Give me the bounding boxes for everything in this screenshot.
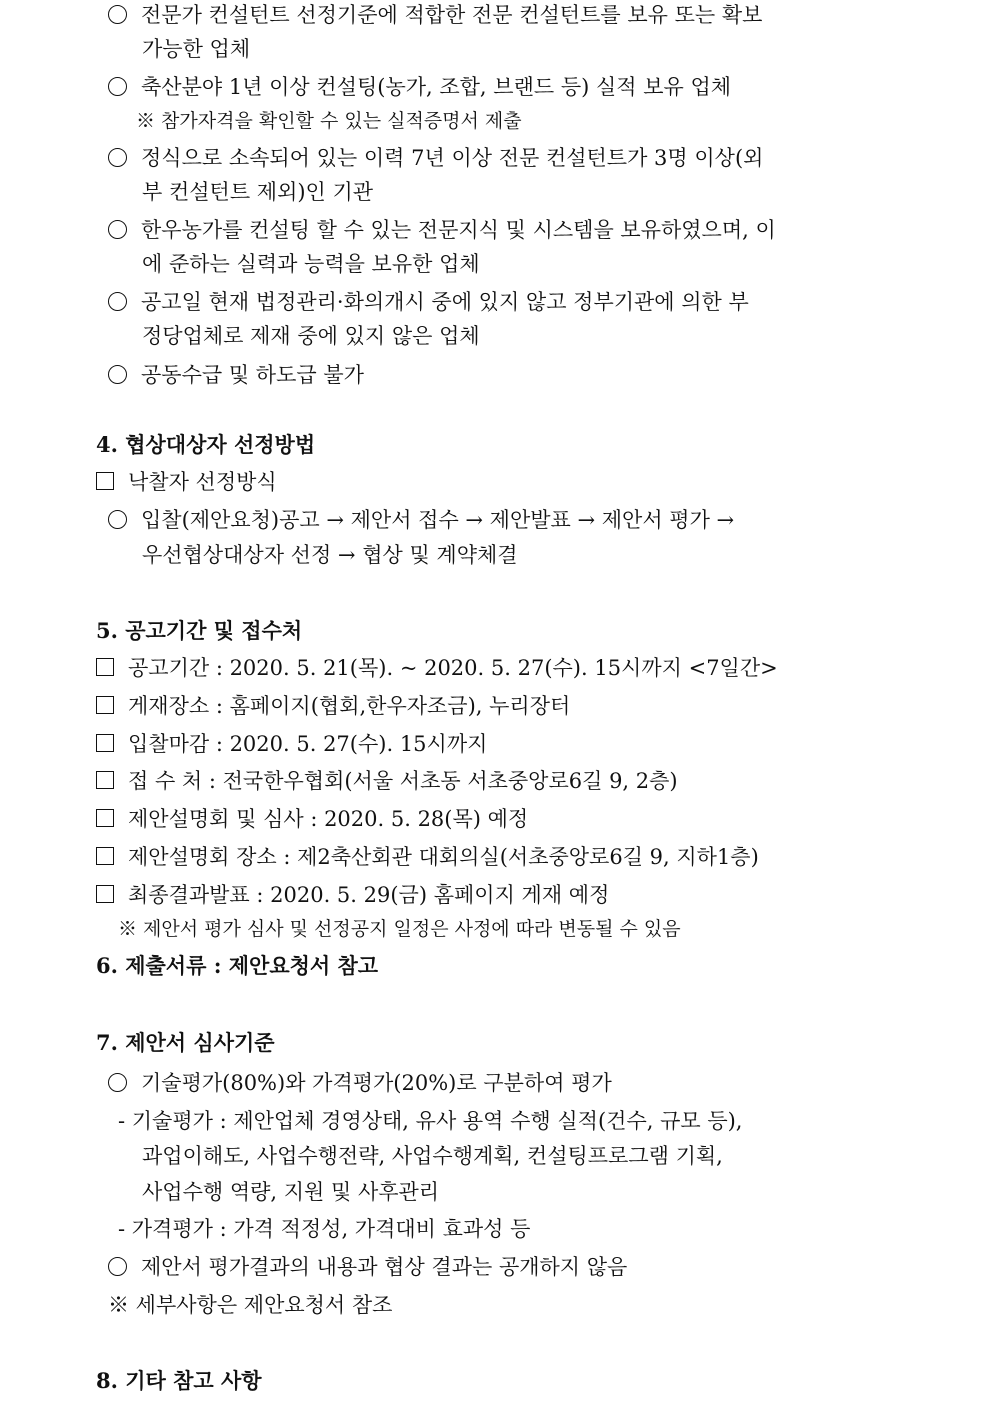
section-5-title: 5. 공고기간 및 접수처 — [96, 618, 303, 643]
checkbox-square-icon — [96, 658, 114, 676]
criteria-item-2: 제안서 평가결과의 내용과 협상 결과는 공개하지 않음 — [108, 1252, 627, 1282]
tech-eval-line-2: 과업이해도, 사업수행전략, 사업수행계획, 컨설팅프로그램 기획, — [142, 1144, 723, 1168]
circle-bullet-icon — [108, 220, 127, 239]
section-8-title: 8. 기타 참고 사항 — [96, 1368, 262, 1393]
checkbox-square-icon — [96, 734, 114, 752]
circle-bullet-icon — [108, 77, 127, 96]
circle-bullet-icon — [108, 1073, 127, 1092]
checkbox-square-icon — [96, 809, 114, 827]
criteria-note: ※ 세부사항은 제안요청서 참조 — [108, 1293, 393, 1317]
qualification-item-1: 전문가 컨설턴트 선정기준에 적합한 전문 컨설턴트를 보유 또는 확보 — [108, 0, 762, 30]
notice-item: 입찰마감 : 2020. 5. 27(수). 15시까지 — [96, 729, 487, 759]
circle-bullet-icon — [108, 5, 127, 24]
checkbox-square-icon — [96, 847, 114, 865]
selection-method-item: 낙찰자 선정방식 — [96, 467, 277, 497]
circle-bullet-icon — [108, 148, 127, 167]
qualification-item-5: 공고일 현재 법정관리·화의개시 중에 있지 않고 정부기관에 의한 부 — [108, 287, 749, 317]
price-eval-line: - 가격평가 : 가격 적정성, 가격대비 효과성 등 — [118, 1217, 531, 1241]
checkbox-square-icon — [96, 885, 114, 903]
schedule-note: ※ 제안서 평가 심사 및 선정공지 일정은 사정에 따라 변동될 수 있음 — [118, 918, 681, 940]
qualification-item-2: 축산분야 1년 이상 컨설팅(농가, 조합, 브랜드 등) 실적 보유 업체 — [108, 72, 731, 102]
notice-item: 공고기간 : 2020. 5. 21(목). ~ 2020. 5. 27(수). 15시까지 <7일간> — [96, 653, 778, 683]
checkbox-square-icon — [96, 696, 114, 714]
tech-eval-line-3: 사업수행 역량, 지원 및 사후관리 — [142, 1180, 440, 1204]
qualification-item-3-cont: 부 컨설턴트 제외)인 기관 — [142, 180, 374, 204]
notice-item: 최종결과발표 : 2020. 5. 29(금) 홈페이지 게재 예정 — [96, 880, 609, 910]
tech-eval-line-1: - 기술평가 : 제안업체 경영상태, 유사 용역 수행 실적(건수, 규모 등), — [118, 1109, 743, 1133]
notice-item: 제안설명회 및 심사 : 2020. 5. 28(목) 예정 — [96, 804, 528, 834]
notice-item: 게재장소 : 홈페이지(협회,한우자조금), 누리장터 — [96, 691, 570, 721]
process-line-1: 입찰(제안요청)공고 → 제안서 접수 → 제안발표 → 제안서 평가 → — [108, 505, 734, 535]
checkbox-square-icon — [96, 771, 114, 789]
section-6-title: 6. 제출서류 : 제안요청서 참고 — [96, 953, 379, 978]
circle-bullet-icon — [108, 292, 127, 311]
notice-item: 제안설명회 장소 : 제2축산회관 대회의실(서초중앙로6길 9, 지하1층) — [96, 842, 759, 872]
section-7-title: 7. 제안서 심사기준 — [96, 1030, 275, 1055]
checkbox-square-icon — [96, 472, 114, 490]
qualification-item-3: 정식으로 소속되어 있는 이력 7년 이상 전문 컨설턴트가 3명 이상(외 — [108, 143, 763, 173]
qualification-item-1-cont: 가능한 업체 — [142, 37, 251, 61]
criteria-item-1: 기술평가(80%)와 가격평가(20%)로 구분하여 평가 — [108, 1068, 612, 1098]
process-line-2: 우선협상대상자 선정 → 협상 및 계약체결 — [142, 543, 518, 567]
qualification-note: ※ 참가자격을 확인할 수 있는 실적증명서 제출 — [136, 110, 522, 132]
circle-bullet-icon — [108, 510, 127, 529]
section-4-title: 4. 협상대상자 선정방법 — [96, 432, 316, 457]
circle-bullet-icon — [108, 365, 127, 384]
circle-bullet-icon — [108, 1257, 127, 1276]
qualification-item-4: 한우농가를 컨설팅 할 수 있는 전문지식 및 시스템을 보유하였으며, 이 — [108, 215, 776, 245]
notice-item: 접 수 처 : 전국한우협회(서울 서초동 서초중앙로6길 9, 2층) — [96, 766, 678, 796]
qualification-item-4-cont: 에 준하는 실력과 능력을 보유한 업체 — [142, 252, 480, 276]
qualification-item-6: 공동수급 및 하도급 불가 — [108, 360, 364, 390]
qualification-item-5-cont: 정당업체로 제재 중에 있지 않은 업체 — [142, 324, 480, 348]
